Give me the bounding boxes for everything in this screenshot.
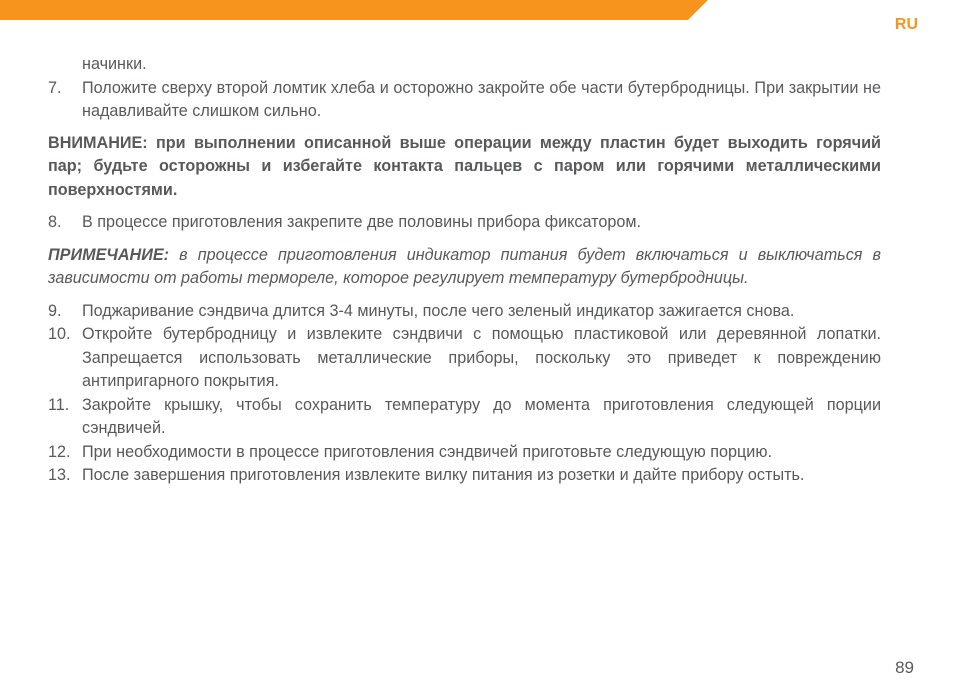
note-text: в процессе приготовления индикатор питания будет включаться и выключаться в зависимости от работы термореле, которое регулирует температуру бутербродницы. (48, 245, 881, 287)
list-item-text: Положите сверху второй ломтик хлеба и осторожно закройте обе части бутербродницы. При закрытии не надавливайте слишком сильно. (82, 78, 881, 120)
list-item-text: При необходимости в процессе приготовления сэндвичей приготовьте следующую порцию. (82, 442, 772, 461)
list-item (48, 323, 881, 394)
list-item-text: Закройте крышку, чтобы сохранить температуру до момента приготовления следующей порции сэндвичей. (82, 395, 881, 437)
list-item-number: 7. (48, 78, 62, 97)
list-item-text: Поджаривание сэндвича длится 3-4 минуты, после чего зеленый индикатор зажигается снова. (82, 301, 795, 320)
language-code: RU (894, 16, 918, 33)
list-item (48, 211, 881, 235)
list-item-number: 12. (48, 442, 71, 461)
list-item-text: После завершения приготовления извлеките вилку питания из розетки и дайте прибору остыть. (82, 466, 805, 484)
list-item (48, 300, 881, 324)
continuation-text: начинки. (82, 55, 147, 73)
list-item-number: 8. (48, 213, 62, 231)
list-item-number: 11. (48, 395, 70, 414)
list-item (48, 464, 881, 488)
list-item-text: Откройте бутербродницу и извлеките сэндвичи с помощью пластиковой или деревянной лопатки. Запрещается использовать металлические приборы, поскольку это приведет к повреждению антипригарного покрытия. (82, 325, 881, 390)
warning-paragraph: ВНИМАНИЕ: при выполнении описанной выше операции между пластин будет выходить горячий пар; будьте осторожны и избегайте контакта пальцев с паром или горячими металлическими поверхностями. (48, 133, 881, 199)
page-number: 89 (895, 658, 914, 677)
list-item-text: В процессе приготовления закрепите две половины прибора фиксатором. (82, 213, 641, 231)
instructions-body (48, 53, 881, 488)
header-accent-bar (0, 0, 954, 20)
list-item-number: 9. (48, 301, 62, 320)
list-item-number: 10. (48, 325, 71, 343)
list-item-number: 13. (48, 466, 71, 484)
note-label: ПРИМЕЧАНИЕ: (48, 245, 170, 264)
list-item (48, 441, 881, 465)
note-paragraph (48, 244, 881, 291)
list-item (48, 77, 881, 124)
list-item (48, 394, 881, 441)
